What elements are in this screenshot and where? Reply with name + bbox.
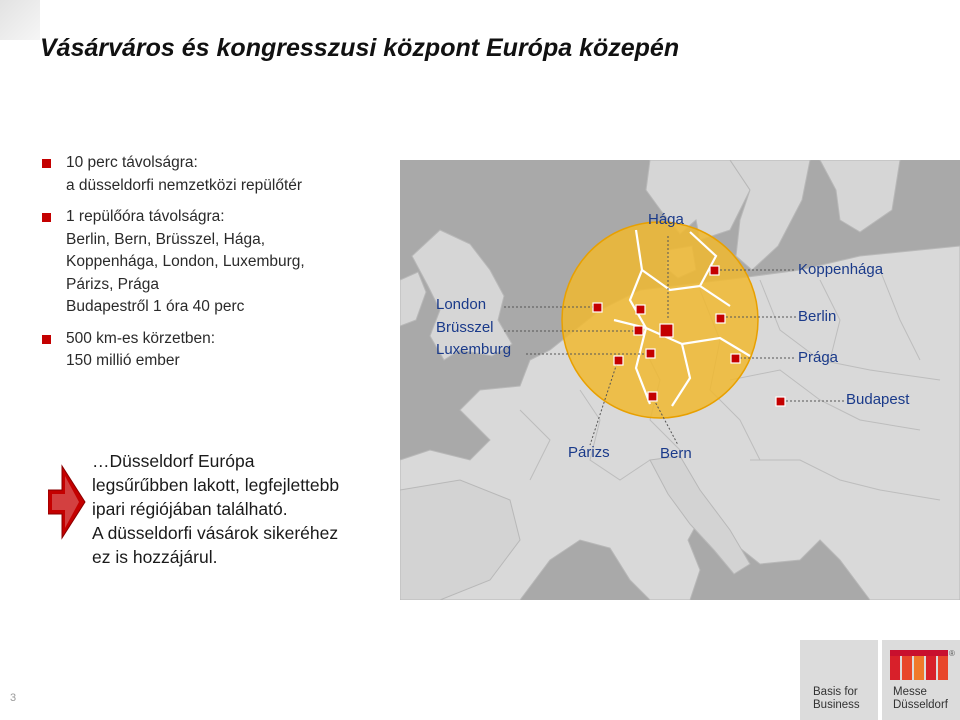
bullet-list (42, 152, 387, 382)
bullet-line: 1 repülőóra távolságra: (66, 208, 225, 225)
label-london: London (436, 296, 487, 313)
bullet-square-icon (42, 213, 51, 222)
marker-budapest (776, 397, 785, 406)
basis-for-business-text: Basis for Business (813, 686, 860, 711)
bullet-item (42, 206, 387, 319)
label-brusszel: Brüsszel (436, 319, 494, 336)
label-haga: Hága (648, 211, 684, 228)
marker-berlin (716, 314, 725, 323)
marker-dusseldorf (660, 324, 673, 337)
label-luxemburg: Luxemburg (436, 341, 512, 358)
bullet-line: Koppenhága, London, Luxemburg, (66, 253, 305, 270)
label-bern: Bern (660, 445, 692, 462)
corner-decoration (0, 0, 40, 40)
label-koppenhaga: Koppenhága (798, 261, 884, 278)
radius-500km-circle (562, 222, 758, 418)
red-arrow-icon (48, 462, 86, 542)
label-berlin: Berlin (798, 308, 837, 325)
marker-haga (636, 305, 645, 314)
messe-m-logo-icon (890, 648, 956, 682)
bullet-item (42, 152, 387, 197)
bullet-line: a düsseldorfi nemzetközi repülőtér (66, 176, 303, 194)
bullet-item (42, 328, 387, 373)
marker-parizs (614, 356, 623, 365)
label-parizs: Párizs (568, 444, 610, 461)
marker-brusszel (634, 326, 643, 335)
marker-praga (731, 354, 740, 363)
bullet-line: Berlin, Bern, Brüsszel, Hága, (66, 230, 266, 248)
bullet-line: 10 perc távolságra: (66, 154, 198, 171)
bullet-square-icon (42, 159, 51, 168)
marker-koppenhaga (710, 266, 719, 275)
bullet-square-icon (42, 335, 51, 344)
messe-dusseldorf-text: Messe Düsseldorf (893, 686, 948, 711)
conclusion-line: A düsseldorfi vásárok sikeréhez (92, 523, 339, 543)
bullet-line: 500 km-es körzetben: (66, 329, 216, 347)
bullet-line: Budapestről 1 óra 40 perc (66, 298, 245, 315)
conclusion-line: legsűrűbben lakott, legfejlettebb (92, 475, 340, 495)
conclusion-text (92, 449, 392, 569)
bullet-line: 150 millió ember (66, 352, 180, 369)
conclusion-line: ez is hozzájárul. (92, 547, 218, 567)
marker-bern (648, 392, 657, 401)
marker-london (593, 303, 602, 312)
bullet-line: Párizs, Prága (66, 275, 160, 293)
label-praga: Prága (798, 349, 839, 366)
conclusion-line: …Düsseldorf Európa (92, 451, 255, 471)
europe-map (400, 160, 960, 600)
marker-luxemburg (646, 349, 655, 358)
page-number: 3 (10, 692, 17, 704)
slide-title: Vásárváros és kongresszusi központ Európa közepén (40, 34, 680, 62)
label-budapest: Budapest (846, 391, 910, 408)
registered-mark: ® (949, 649, 955, 658)
conclusion-line: ipari régiójában található. (92, 499, 288, 519)
